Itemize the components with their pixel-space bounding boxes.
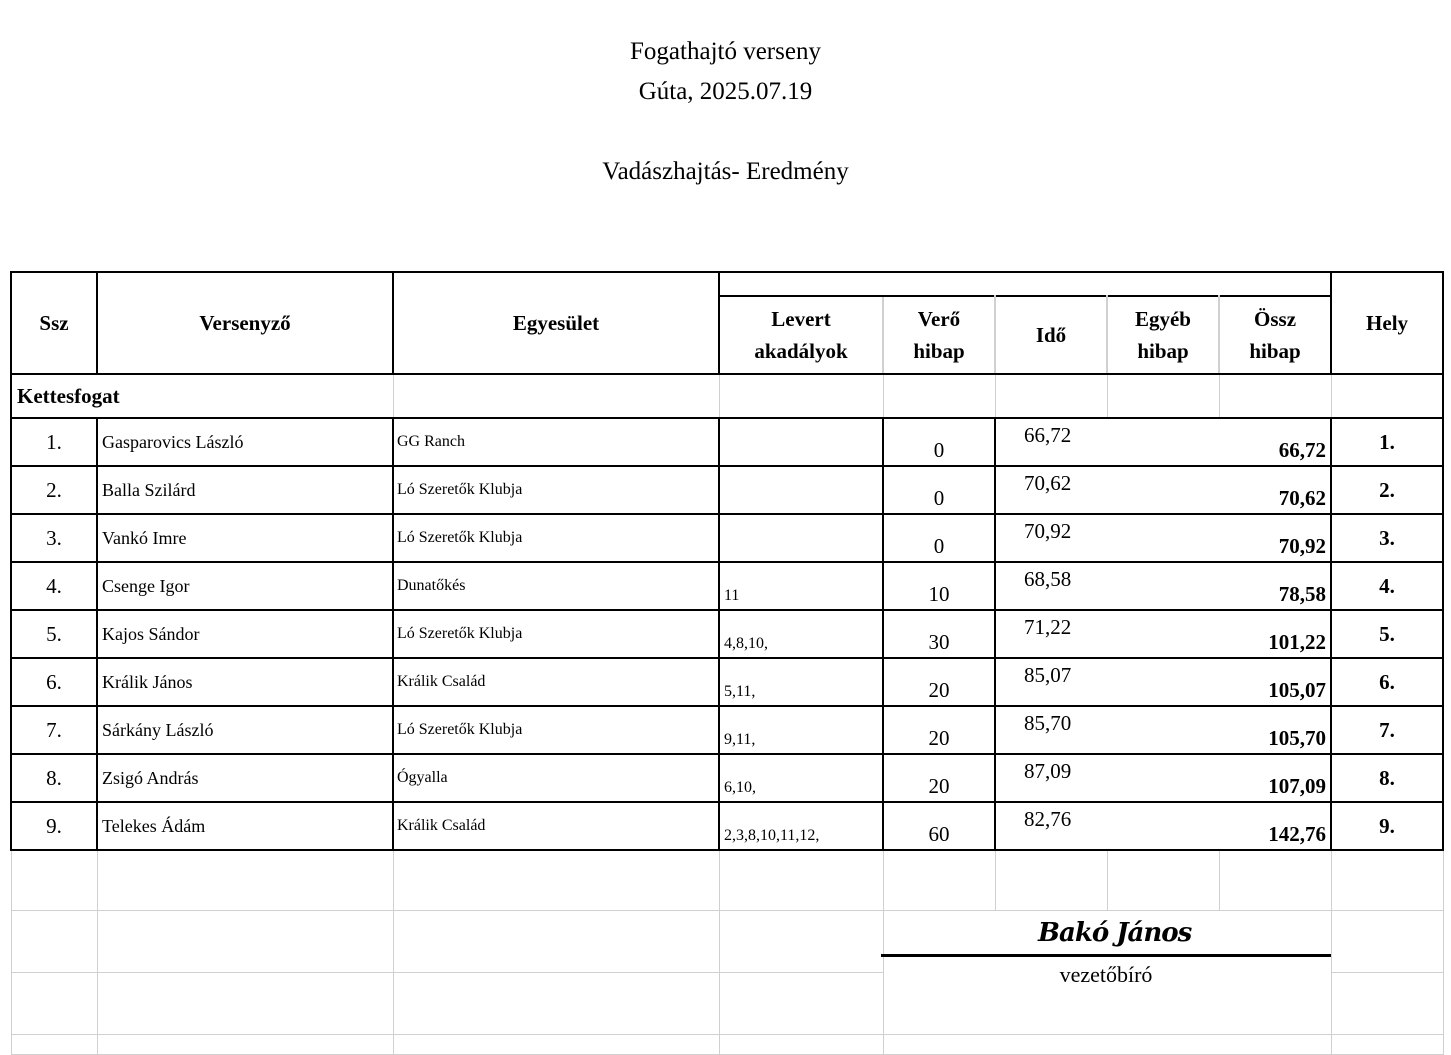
egyeb-cell bbox=[1107, 658, 1219, 706]
club-name: Ló Szeretők Klubja bbox=[393, 466, 719, 514]
ssz-cell: 8. bbox=[11, 754, 97, 802]
category-label: Kettesfogat bbox=[11, 374, 393, 418]
empty-row bbox=[11, 1034, 1443, 1054]
hely-cell: 9. bbox=[1331, 802, 1443, 850]
empty-cell bbox=[97, 910, 393, 972]
empty-cell bbox=[995, 850, 1107, 910]
signature-role: vezetőbíró bbox=[1059, 962, 1153, 987]
signature-name: Bakó János bbox=[1038, 918, 1192, 948]
ssz-cell: 2. bbox=[11, 466, 97, 514]
hely-cell: 6. bbox=[1331, 658, 1443, 706]
empty-cell bbox=[719, 972, 883, 1034]
ido-value: 85,70 bbox=[1024, 711, 1072, 735]
ossz-cell: 107,09 bbox=[1219, 754, 1331, 802]
club-name: Králik Család bbox=[393, 658, 719, 706]
ssz-cell: 4. bbox=[11, 562, 97, 610]
ido-value: 87,09 bbox=[1024, 759, 1072, 783]
ido-value: 70,92 bbox=[1024, 519, 1072, 543]
levert-cell bbox=[719, 514, 883, 562]
empty-cell bbox=[393, 1034, 719, 1054]
empty-cell bbox=[393, 972, 719, 1034]
vero-cell: 10 bbox=[883, 562, 995, 610]
col-levert-l2: akadályok bbox=[754, 339, 848, 363]
table-row bbox=[11, 610, 1443, 658]
competitor-name: Králik János bbox=[97, 658, 393, 706]
hely-cell: 1. bbox=[1331, 418, 1443, 466]
egyeb-cell bbox=[1107, 802, 1219, 850]
results-table bbox=[10, 271, 1444, 1055]
empty-cell bbox=[11, 910, 97, 972]
col-egyeb bbox=[1107, 296, 1219, 374]
ssz-cell: 6. bbox=[11, 658, 97, 706]
ido-cell bbox=[995, 610, 1107, 658]
levert-cell: 4,8,10, bbox=[719, 610, 883, 658]
vero-cell: 30 bbox=[883, 610, 995, 658]
vero-cell: 60 bbox=[883, 802, 995, 850]
empty-cell bbox=[719, 1034, 883, 1054]
place-date: Gúta, 2025.07.19 bbox=[638, 78, 813, 105]
empty-cell bbox=[11, 1034, 97, 1054]
hely-cell: 3. bbox=[1331, 514, 1443, 562]
club-name: Ló Szeretők Klubja bbox=[393, 706, 719, 754]
col-ossz bbox=[1219, 296, 1331, 374]
empty-cell bbox=[1331, 972, 1443, 1034]
empty-cell bbox=[11, 972, 97, 1034]
col-egyeb-l1: Egyéb bbox=[1134, 307, 1191, 331]
cat-cell bbox=[1219, 374, 1331, 418]
ossz-cell: 66,72 bbox=[1219, 418, 1331, 466]
table-row bbox=[11, 418, 1443, 466]
col-ido: Idő bbox=[995, 296, 1107, 374]
ossz-cell: 70,62 bbox=[1219, 466, 1331, 514]
ssz-cell: 1. bbox=[11, 418, 97, 466]
ssz-cell: 7. bbox=[11, 706, 97, 754]
competitor-name: Balla Szilárd bbox=[97, 466, 393, 514]
cat-cell bbox=[1331, 374, 1443, 418]
vero-cell: 20 bbox=[883, 754, 995, 802]
ido-value: 82,76 bbox=[1024, 807, 1072, 831]
table-row bbox=[11, 658, 1443, 706]
empty-cell bbox=[97, 850, 393, 910]
egyeb-cell bbox=[1107, 466, 1219, 514]
levert-cell bbox=[719, 466, 883, 514]
subtitle: Vadászhajtás- Eredmény bbox=[602, 158, 849, 185]
ossz-cell: 142,76 bbox=[1219, 802, 1331, 850]
table-row bbox=[11, 466, 1443, 514]
ido-value: 70,62 bbox=[1024, 471, 1072, 495]
hely-cell: 8. bbox=[1331, 754, 1443, 802]
table-row bbox=[11, 754, 1443, 802]
empty-cell bbox=[1331, 910, 1443, 972]
competitor-name: Sárkány László bbox=[97, 706, 393, 754]
ossz-cell: 78,58 bbox=[1219, 562, 1331, 610]
vero-cell: 0 bbox=[883, 514, 995, 562]
col-egyesulet: Egyesület bbox=[393, 272, 719, 374]
empty-cell bbox=[97, 1034, 393, 1054]
ossz-cell: 101,22 bbox=[1219, 610, 1331, 658]
empty-cell bbox=[883, 1034, 995, 1054]
table-row bbox=[11, 562, 1443, 610]
col-versenyzo: Versenyző bbox=[97, 272, 393, 374]
vero-cell: 20 bbox=[883, 658, 995, 706]
cat-cell bbox=[1107, 374, 1219, 418]
cat-cell bbox=[393, 374, 719, 418]
ido-cell bbox=[995, 418, 1107, 466]
empty-cell bbox=[1331, 850, 1443, 910]
table-row bbox=[11, 706, 1443, 754]
empty-row bbox=[11, 850, 1443, 910]
col-vero-l1: Verő bbox=[917, 307, 961, 331]
competitor-name: Csenge Igor bbox=[97, 562, 393, 610]
ido-cell bbox=[995, 754, 1107, 802]
col-levert bbox=[719, 296, 883, 374]
col-vero bbox=[883, 296, 995, 374]
table-row bbox=[11, 802, 1443, 850]
club-name: Králik Család bbox=[393, 802, 719, 850]
signature-line bbox=[881, 954, 1331, 957]
competitor-name: Kajos Sándor bbox=[97, 610, 393, 658]
vero-cell: 0 bbox=[883, 466, 995, 514]
levert-cell: 2,3,8,10,11,12, bbox=[719, 802, 883, 850]
header-group bbox=[719, 272, 1331, 296]
empty-cell bbox=[97, 972, 393, 1034]
competitor-name: Vankó Imre bbox=[97, 514, 393, 562]
ssz-cell: 9. bbox=[11, 802, 97, 850]
egyeb-cell bbox=[1107, 754, 1219, 802]
empty-cell bbox=[1219, 1034, 1331, 1054]
col-vero-l2: hibap bbox=[913, 339, 965, 363]
col-ossz-l2: hibap bbox=[1249, 339, 1301, 363]
egyeb-cell bbox=[1107, 706, 1219, 754]
hely-cell: 2. bbox=[1331, 466, 1443, 514]
ido-cell bbox=[995, 514, 1107, 562]
ossz-cell: 70,92 bbox=[1219, 514, 1331, 562]
empty-cell bbox=[719, 850, 883, 910]
empty-cell bbox=[1107, 850, 1219, 910]
ido-cell bbox=[995, 802, 1107, 850]
ido-value: 66,72 bbox=[1024, 423, 1072, 447]
ido-value: 71,22 bbox=[1024, 615, 1072, 639]
hely-cell: 4. bbox=[1331, 562, 1443, 610]
empty-cell bbox=[393, 910, 719, 972]
levert-cell bbox=[719, 418, 883, 466]
vero-cell: 0 bbox=[883, 418, 995, 466]
col-egyeb-l2: hibap bbox=[1137, 339, 1189, 363]
empty-cell bbox=[11, 850, 97, 910]
ossz-cell: 105,07 bbox=[1219, 658, 1331, 706]
empty-cell bbox=[995, 1034, 1107, 1054]
title: Fogathajtó verseny bbox=[630, 38, 821, 65]
club-name: Ló Szeretők Klubja bbox=[393, 514, 719, 562]
egyeb-cell bbox=[1107, 514, 1219, 562]
levert-cell: 6,10, bbox=[719, 754, 883, 802]
ido-value: 85,07 bbox=[1024, 663, 1072, 687]
vero-cell: 20 bbox=[883, 706, 995, 754]
levert-cell: 11 bbox=[719, 562, 883, 610]
col-levert-l1: Levert bbox=[771, 307, 831, 331]
egyeb-cell bbox=[1107, 610, 1219, 658]
empty-cell bbox=[1331, 1034, 1443, 1054]
cat-cell bbox=[883, 374, 995, 418]
ido-cell bbox=[995, 562, 1107, 610]
club-name: Ógyalla bbox=[393, 754, 719, 802]
col-ossz-l1: Össz bbox=[1254, 307, 1297, 331]
club-name: GG Ranch bbox=[393, 418, 719, 466]
ssz-cell: 5. bbox=[11, 610, 97, 658]
empty-cell bbox=[883, 850, 995, 910]
empty-cell bbox=[393, 850, 719, 910]
ossz-cell: 105,70 bbox=[1219, 706, 1331, 754]
levert-cell: 9,11, bbox=[719, 706, 883, 754]
club-name: Dunatőkés bbox=[393, 562, 719, 610]
ido-cell bbox=[995, 658, 1107, 706]
competitor-name: Zsigó András bbox=[97, 754, 393, 802]
egyeb-cell bbox=[1107, 418, 1219, 466]
club-name: Ló Szeretők Klubja bbox=[393, 610, 719, 658]
cat-cell bbox=[995, 374, 1107, 418]
col-ssz: Ssz bbox=[11, 272, 97, 374]
cat-cell bbox=[719, 374, 883, 418]
hely-cell: 5. bbox=[1331, 610, 1443, 658]
table-row bbox=[11, 514, 1443, 562]
empty-cell bbox=[1107, 1034, 1219, 1054]
levert-cell: 5,11, bbox=[719, 658, 883, 706]
col-hely: Hely bbox=[1331, 272, 1443, 374]
empty-cell bbox=[719, 910, 883, 972]
ido-value: 68,58 bbox=[1024, 567, 1072, 591]
hely-cell: 7. bbox=[1331, 706, 1443, 754]
competitor-name: Telekes Ádám bbox=[97, 802, 393, 850]
egyeb-cell bbox=[1107, 562, 1219, 610]
ido-cell bbox=[995, 466, 1107, 514]
empty-cell bbox=[1219, 850, 1331, 910]
ido-cell bbox=[995, 706, 1107, 754]
ssz-cell: 3. bbox=[11, 514, 97, 562]
competitor-name: Gasparovics László bbox=[97, 418, 393, 466]
